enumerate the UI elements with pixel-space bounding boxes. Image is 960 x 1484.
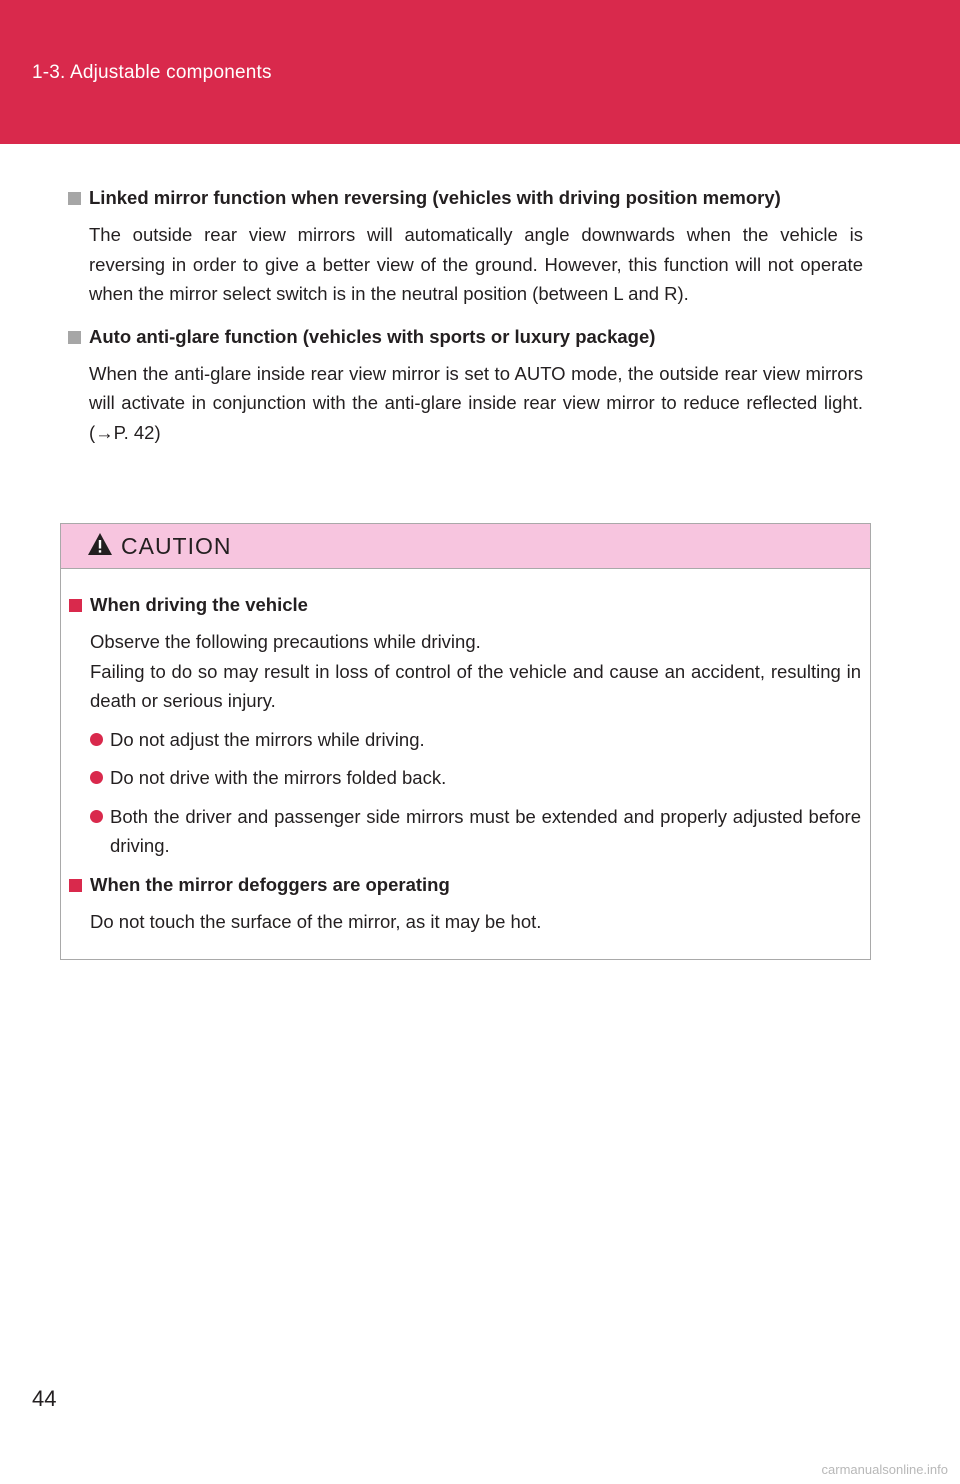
round-bullet-icon xyxy=(90,810,103,823)
caution-text: Observe the following precautions while driving. Failing to do so may result in loss of control of the vehicle and cause an accident, resulting in death or serious injury. xyxy=(90,631,861,711)
round-bullet-icon xyxy=(90,733,103,746)
page-number: 44 xyxy=(32,1386,57,1411)
caution-heading xyxy=(69,591,861,619)
topic-linked-mirror xyxy=(68,184,863,309)
topic-heading xyxy=(68,323,863,351)
watermark: carmanualsonline.info xyxy=(821,1462,948,1477)
warning-triangle-icon xyxy=(87,532,113,561)
caution-section-driving xyxy=(69,591,861,861)
caution-bullet xyxy=(69,763,861,793)
caution-header xyxy=(61,524,870,569)
caution-heading xyxy=(69,871,861,899)
topic-auto-anti-glare xyxy=(68,323,863,448)
topic-body: When the anti-glare inside rear view mirror is set to AUTO mode, the outside rear view mirrors will activate in conjunction with the anti-glare inside rear view mirror to reduce reflected light. (→P. 42) xyxy=(89,362,863,443)
topic-heading-text: Auto anti-glare function (vehicles with sports or luxury package) xyxy=(89,325,656,347)
caution-bullet xyxy=(69,802,861,861)
caution-bullet xyxy=(69,725,861,755)
section-label: 1-3. Adjustable components xyxy=(32,62,272,83)
square-bullet-icon xyxy=(68,331,81,344)
topic-body: The outside rear view mirrors will automatically angle downwards when the vehicle is reversing in order to give a better view of the ground. However, this function will not operate when the mirror select switch is in the neutral position (between L and R). xyxy=(89,224,863,304)
caution-bullet-text: Do not drive with the mirrors folded back. xyxy=(110,767,447,788)
caution-box xyxy=(60,523,871,960)
caution-section-defoggers xyxy=(69,871,861,937)
topic-heading xyxy=(68,184,863,212)
square-bullet-icon xyxy=(69,599,82,612)
round-bullet-icon xyxy=(90,771,103,784)
topic-heading-text: Linked mirror function when reversing (vehicles with driving position memory) xyxy=(89,187,781,208)
caution-title: CAUTION xyxy=(121,532,232,559)
square-bullet-icon xyxy=(69,879,82,892)
caution-bullet-text: Both the driver and passenger side mirrors must be extended and properly adjusted before driving. xyxy=(110,805,861,856)
caution-heading-text: When driving the vehicle xyxy=(90,594,308,615)
caution-body xyxy=(61,569,870,936)
caution-bullet-text: Do not adjust the mirrors while driving. xyxy=(110,728,425,750)
caution-text: Do not touch the surface of the mirror, as it may be hot. xyxy=(90,910,542,932)
square-bullet-icon xyxy=(68,192,81,205)
caution-heading-text: When the mirror defoggers are operating xyxy=(90,873,450,895)
main-content xyxy=(68,184,863,461)
